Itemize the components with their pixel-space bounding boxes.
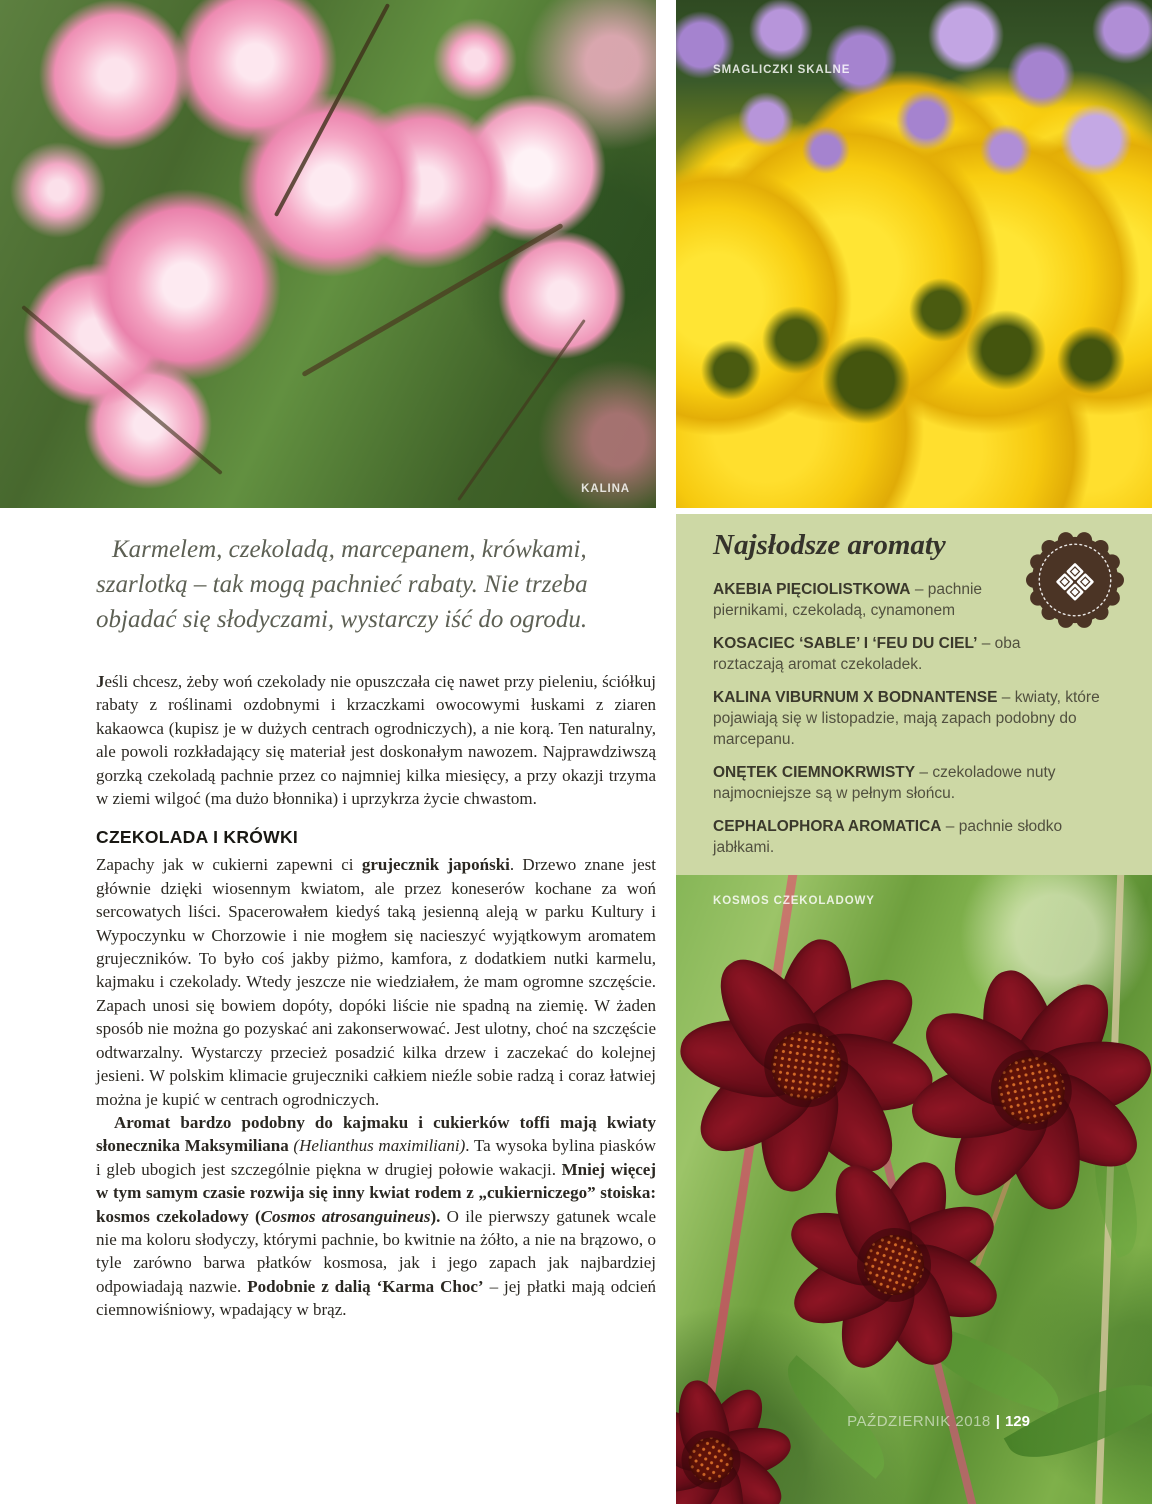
photo-kalina <box>0 0 656 508</box>
branch-decoration <box>274 3 390 217</box>
branch-decoration <box>457 319 586 501</box>
footer-page-number: 129 <box>1004 1413 1030 1430</box>
footer-separator: | <box>995 1413 1000 1430</box>
photo-caption-smagliczki: SMAGLICZKI SKALNE <box>713 64 851 76</box>
article-paragraph-2: Zapachy jak w cukierni zapewni ci grujecznik japoński. Drzewo znane jest głównie dzięki wiosennym kwiatom, ale przez koneserów kochane za woń sercowatych liści. Spacerowałem kiedyś taką jesienną aleją w parku Kultury i Wypoczynku w Chorzowie i nie mogłem się nacieszyć wyjątkowym aromatem grujeczników. To było coś jakby piżmo, kamfora, z dodatkiem nutki karmelu, kajmaku i czekolady. Wtedy jeszcze nie wiedziałem, że mam ogromne szczęście. Zapach unosi się bowiem dopóty, dopóki liście nie spadną na ziemię. W żaden sposób nie można go pozyskać ani zakonserwować. Jest ulotny, choć na szczęście odtwarzalny. Wystarczy przecież posadzić kilka drzew i zaczekać do kolejnej jesieni. W polskim klimacie grujeczniki całkiem nieźle sobie radzą i coraz łatwiej można je kupić w centrach ogrodniczych. <box>96 855 657 1109</box>
footer-issue-date: PAŹDZIERNIK 2018 <box>847 1413 991 1430</box>
article-lead: Karmelem, czekoladą, marcepanem, krówkami, szarlotką – tak mogą pachnieć rabaty. Nie trzeba objadać się słodyczami, wystarczy iść do ogrodu. <box>96 536 588 633</box>
photo-caption-kalina: KALINA <box>581 483 630 495</box>
chocolate-badge-icon <box>1026 531 1124 629</box>
photo-kosmos <box>676 875 1152 1504</box>
branch-decoration <box>21 305 223 475</box>
article-column <box>96 532 656 1322</box>
aroma-item-akebia: AKEBIA PIĘCIOLISTKOWA – pachnie piernikami, czekoladą, cynamonem <box>713 581 983 619</box>
article-paragraph-1: Jeśli chcesz, żeby woń czekolady nie opuszczała cię nawet przy pieleniu, ściółkuj rabaty z roślinami ozdobnymi i krzaczkami owocowymi łuskami z ziaren kakaowca (kupisz je w dużych centrach ogrodniczych), a nie korą. Ten naturalny, ale powoli rozkładający się materiał jest doskonałym nawozem. Najprawdziwszą gorzką czekoladą pachnie przez co najmniej kilka miesięcy, a przy okazji trzyma w ziemi wilgoć (ma dużo błonnika) i uprzykrza życie chwastom. <box>96 672 656 809</box>
aroma-item-kalina-viburnum: KALINA VIBURNUM X BODNANTENSE – kwiaty, które pojawiają się w listopadzie, mają zapach podobny do marcepanu. <box>713 689 1100 748</box>
photo-caption-kosmos: KOSMOS CZEKOLADOWY <box>713 895 875 907</box>
aroma-item-onetek: ONĘTEK CIEMNOKRWISTY – czekoladowe nuty najmocniejsze są w pełnym słońcu. <box>713 764 1056 802</box>
branch-decoration <box>301 223 563 377</box>
section-heading: CZEKOLADA I KRÓWKI <box>96 827 299 848</box>
page-footer <box>847 1413 1030 1430</box>
aroma-item-cephalophora: CEPHALOPHORA AROMATICA – pachnie słodko jabłkami. <box>713 818 1063 856</box>
sidebar-title: Najsłodsze aromaty <box>713 529 946 561</box>
aromas-sidebar <box>676 514 1152 875</box>
photo-smagliczki <box>676 0 1152 508</box>
cosmos-flower-illustration <box>676 932 939 1197</box>
article-paragraph-3: Aromat bardzo podobny do kajmaku i cukierków toffi mają kwiaty słonecznika Maksymiliana (Helianthus maximiliani). Ta wysoka bylina piasków i gleb ubogich jest szczególnie piękna w drugiej połowie wakacji. Mniej więcej w tym samym czasie rozwija się inny kwiat rodem z „cukierniczego” stoiska: kosmos czekoladowy (Cosmos atrosanguineus). O ile pierwszy gatunek wcale nie ma koloru słodyczy, którymi pachnie, bo kwitnie na żółto, a nie na brązowo, o tyle zarówno barwa płatków kosmosa, jak i jego zapach jak najbardziej odpowiadają nazwie. Podobnie z dalią ‘Karma Choc’ – jej płatki mają odcień ciemnowiśniowy, wpadający w brąz. <box>96 1112 657 1320</box>
aroma-item-kosaciec: KOSACIEC ‘SABLE’ I ‘FEU DU CIEL’ – oba roztaczają aromat czekoladek. <box>713 635 1021 673</box>
